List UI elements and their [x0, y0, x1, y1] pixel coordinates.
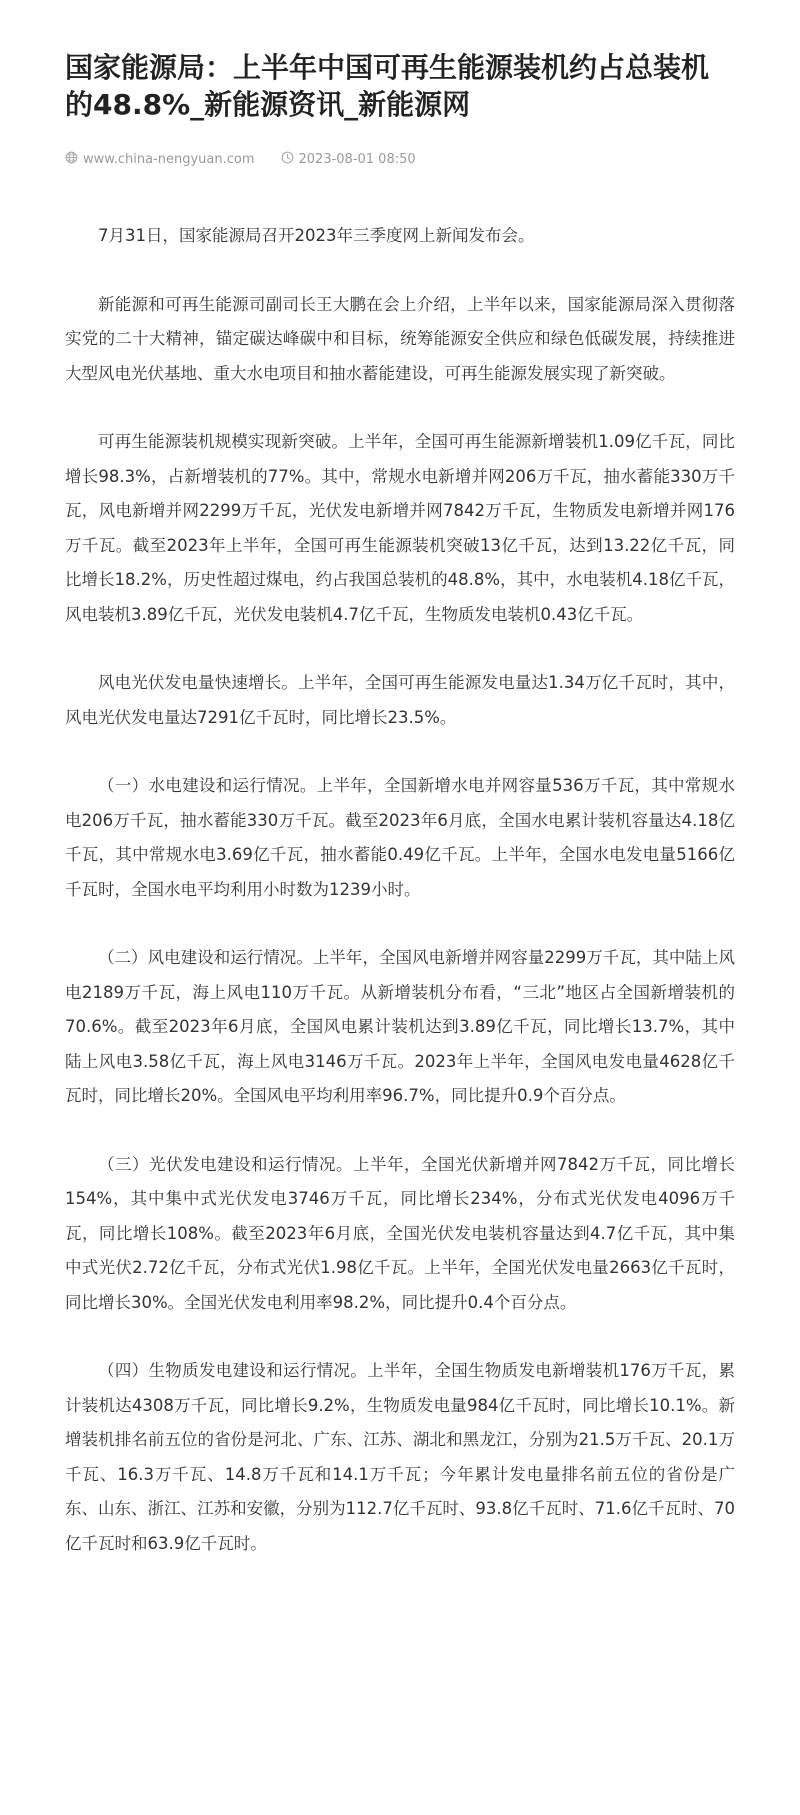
paragraph: 7月31日，国家能源局召开2023年三季度网上新闻发布会。: [98, 226, 535, 245]
paragraph: （四）生物质发电建设和运行情况。上半年，全国生物质发电新增装机176万千瓦，累计装机达4308万千瓦，同比增长9.2%，生物质发电量984亿千瓦时，同比增长10.1%。新增装机排名前五位的省份是河北、广东、江苏、湖北和黑龙江，分别为21.5万千瓦、20.1万千瓦、16.3万千瓦、14.8万千瓦和14.1万千瓦；今年累计发电量排名前五位的省份是广东、山东、浙江、江苏和安徽，分别为112.7亿千瓦时、93.8亿千瓦时、71.6亿千瓦时、70亿千瓦时和63.9亿千瓦时。: [65, 1361, 735, 1553]
paragraph: （三）光伏发电建设和运行情况。上半年，全国光伏新增并网7842万千瓦，同比增长154%，其中集中式光伏发电3746万千瓦，同比增长234%，分布式光伏发电4096万千瓦，同比增长108%。截至2023年6月底，全国光伏发电装机容量达到4.7亿千瓦，其中集中式光伏2.72亿千瓦，分布式光伏1.98亿千瓦。上半年，全国光伏发电量2663亿千瓦时，同比增长30%。全国光伏发电利用率98.2%，同比提升0.4个百分点。: [65, 1154, 735, 1312]
paragraph: 风电光伏发电量快速增长。上半年，全国可再生能源发电量达1.34万亿千瓦时，其中，风电光伏发电量达7291亿千瓦时，同比增长23.5%。: [65, 673, 735, 727]
globe-icon: [65, 151, 83, 168]
paragraph: 新能源和可再生能源司副司长王大鹏在会上介绍，上半年以来，国家能源局深入贯彻落实党的二十大精神，锚定碳达峰碳中和目标，统筹能源安全供应和绿色低碳发展，持续推进大型风电光伏基地、重大水电项目和抽水蓄能建设，可再生能源发展实现了新突破。: [65, 294, 735, 383]
source-link[interactable]: www.china-nengyuan.com: [83, 151, 255, 167]
publish-datetime: 2023-08-01 08:50: [298, 151, 416, 167]
article-meta: [65, 149, 735, 169]
time-meta: [281, 151, 416, 168]
paragraph: （一）水电建设和运行情况。上半年，全国新增水电并网容量536万千瓦，其中常规水电206万千瓦，抽水蓄能330万千瓦。截至2023年6月底，全国水电累计装机容量达4.18亿千瓦，其中常规水电3.69亿千瓦，抽水蓄能0.49亿千瓦。上半年，全国水电发电量5166亿千瓦时，全国水电平均利用小时数为1239小时。: [65, 776, 735, 899]
article-title: 国家能源局：上半年中国可再生能源装机约占总装机的48.8%_新能源资讯_新能源网: [65, 51, 710, 121]
paragraph: 可再生能源装机规模实现新突破。上半年，全国可再生能源新增装机1.09亿千瓦，同比增长98.3%，占新增装机的77%。其中，常规水电新增并网206万千瓦，抽水蓄能330万千瓦，风电新增并网2299万千瓦，光伏发电新增并网7842万千瓦，生物质发电新增并网176万千瓦。截至2023年上半年，全国可再生能源装机突破13亿千瓦，达到13.22亿千瓦，同比增长18.2%，历史性超过煤电，约占我国总装机的48.8%，其中，水电装机4.18亿千瓦，风电装机3.89亿千瓦，光伏发电装机4.7亿千瓦，生物质发电装机0.43亿千瓦。: [65, 432, 735, 624]
paragraph: （二）风电建设和运行情况。上半年，全国风电新增并网容量2299万千瓦，其中陆上风电2189万千瓦，海上风电110万千瓦。从新增装机分布看，“三北”地区占全国新增装机的70.6%。截至2023年6月底，全国风电累计装机达到3.89亿千瓦，同比增长13.7%，其中陆上风电3.58亿千瓦，海上风电3146万千瓦。2023年上半年，全国风电发电量4628亿千瓦时，同比增长20%。全国风电平均利用率96.7%，同比提升0.9个百分点。: [65, 948, 735, 1105]
source-meta[interactable]: [65, 151, 255, 168]
clock-icon: [281, 151, 299, 168]
article-body: [65, 219, 735, 1561]
